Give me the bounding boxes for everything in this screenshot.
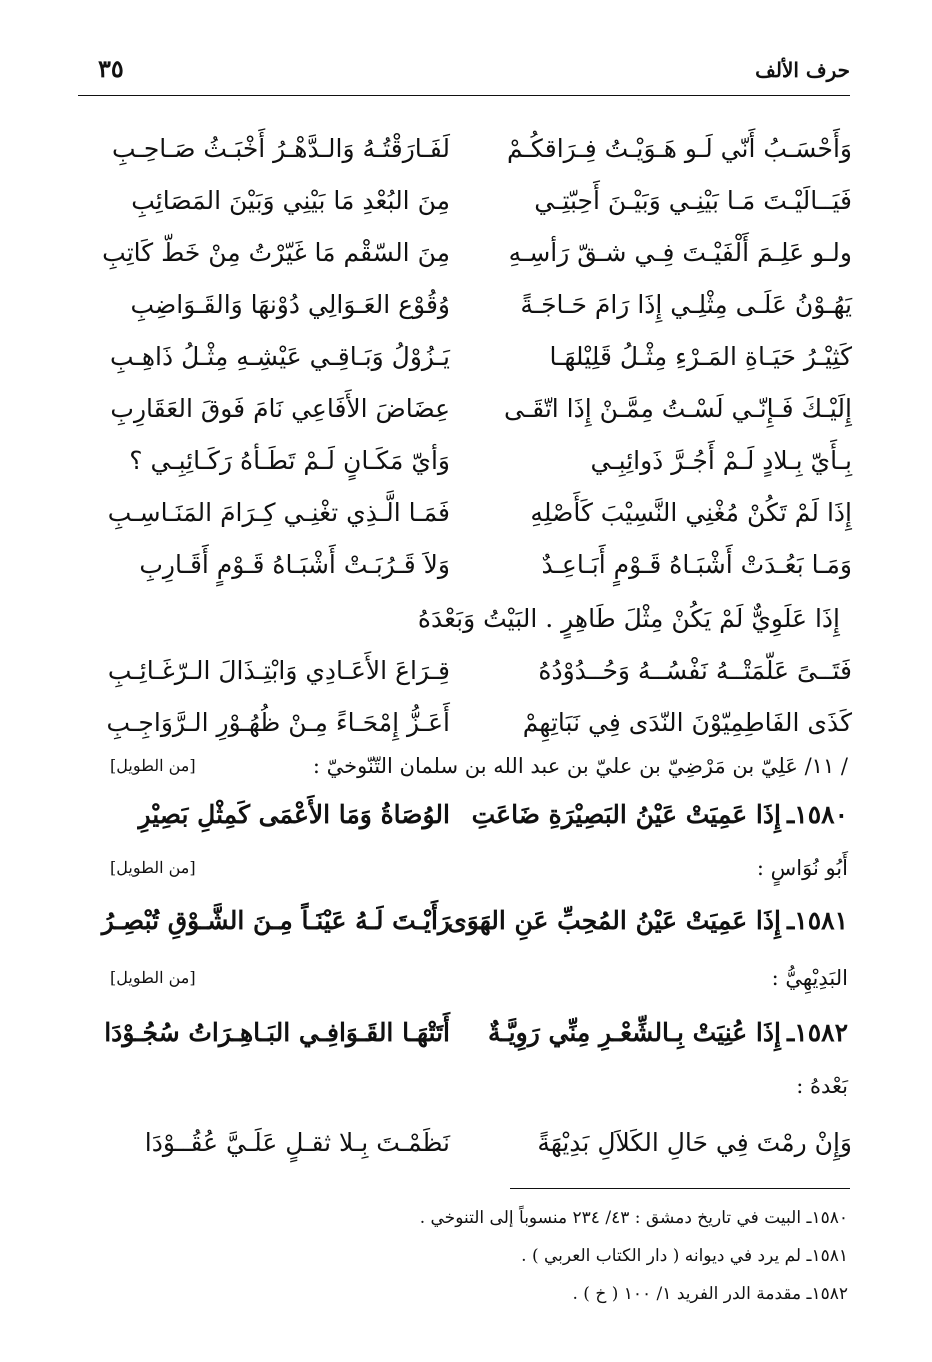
verse-first-hemistich — [471, 800, 848, 829]
verse-first-hemistich: إِذَا لَمْ تَكُنْ مُغْنِي النَّسِيْبَ كَأَصْلِهِ — [530, 498, 852, 527]
verse-first-hemistich: فَيَــالَيْـتَ مَـا بَيْنِـي وَبَيْـنَ أَحِبّتِـي — [534, 186, 852, 215]
verse-number: ١٥٨١ـ — [786, 906, 848, 935]
header-divider — [78, 95, 850, 96]
verse-line — [0, 1120, 932, 1168]
numbered-verse — [0, 898, 932, 946]
meter-label: [من الطويل] — [110, 756, 196, 775]
verse-line — [0, 438, 932, 486]
poet-attribution — [0, 960, 932, 1000]
page-number: ٣٥ — [98, 54, 124, 83]
verse-line — [0, 542, 932, 590]
verse-second-hemistich: أَتَتْهَـا القَـوَافِـي البَـاهِـرَاتُ سُجُـوْدَا — [104, 1018, 450, 1047]
verse-line — [0, 648, 932, 696]
verse-first-hemistich-text: إِذَا عُنِيَتْ بِـالشِّعْـرِ مِنِّي رَوِيَّـةٌ — [487, 1018, 781, 1047]
verse-second-hemistich: يَـزُوْلُ وَبَـاقِـي عَيْشِـهِ مِثْـلُ ذَاهِـبِ — [109, 342, 450, 371]
numbered-verse — [0, 1010, 932, 1058]
continuation-label — [0, 1068, 932, 1108]
verse-second-hemistich: قِـرَاعَ الأَعَـادِي وَابْتِـذَالَ الـرّغَـائِـبِ — [107, 656, 450, 685]
footnote: ١٥٨٠ـ البيت في تاريخ دمشق : ٤٣/ ٢٣٤ منسوباً إلى التنوخي . — [419, 1208, 848, 1228]
verse-second-hemistich: مِنَ البُعْدِ مَا بَيْنِي وَبَيْنَ المَصَائِبِ — [131, 186, 450, 215]
verse-first-hemistich-text: إِذَا عَمِيَتْ عَيْنُ البَصِيْرَةِ ضَاعَتِ — [471, 800, 781, 829]
footnote: ١٥٨٢ـ مقدمة الدر الفريد ١/ ١٠٠ ( خ ) . — [572, 1284, 848, 1304]
verse-second-hemistich: عِضَاضَ الأَفَاعِي نَامَ فَوقَ العَقَارِبِ — [110, 394, 450, 423]
verse-line — [0, 230, 932, 278]
after-label-text: بَعْدهُ : — [796, 1074, 848, 1098]
verse-second-hemistich: رَأَيْـتَ لَـهُ عَيْنَـاً مِـنَ الشَّـوْقِ تُبْصِـرُ — [101, 906, 450, 935]
verse-first-hemistich — [447, 906, 848, 935]
meter-label: [من الطويل] — [110, 968, 196, 987]
verse-line — [0, 282, 932, 330]
verse-second-hemistich: وَأيّ مَكَـانٍ لَـمْ تَطَـأهُ رَكَـائِبِـي ؟ — [129, 446, 450, 475]
poet-name: أَبُو نُوَاسٍ : — [756, 856, 848, 880]
verse-line — [0, 334, 932, 382]
verse-first-hemistich: بِـأَيّ بِـلادٍ لَـمْ أَجُـرَّ ذَوائِبِـي — [590, 446, 852, 475]
poet-attribution — [0, 748, 932, 788]
verse-second-hemistich: لَفَـارَقْتُـهُ وَالـدَّهْـرُ أَخْبَـثُ صَـاحِـبِ — [111, 134, 450, 163]
footnote: ١٥٨١ـ لم يرد في ديوانه ( دار الكتاب العربي ) . — [521, 1246, 848, 1266]
verse-second-hemistich: مِنَ السّقْم مَا غَيّرْتُ مِنْ خَطّ كَاتِبِ — [102, 238, 450, 267]
verse-first-hemistich: وَأَحْسَـبُ أَنّي لَـو هَـوَيْـتُ فِـرَاقكُـمْ — [506, 134, 852, 163]
verse-first-hemistich: وَإِنْ رمْتَ فِي حَالِ الكَلاَلِ بَدِيْهَةً — [537, 1128, 852, 1157]
numbered-verse — [0, 792, 932, 840]
verse-first-hemistich: ولـو عَلِـمَ أَلْفَيْـتَ فِـي شـقّ رَأسِـهِ — [508, 238, 852, 267]
verse-line — [0, 126, 932, 174]
meter-label: [من الطويل] — [110, 858, 196, 877]
single-line-text: إِذَا عَلَوِيٌّ لَمْ يَكُنْ مِثْلَ طَاهِرٍ . البَيْتُ وَبَعْدَهُ — [417, 604, 840, 633]
verse-first-hemistich: وَمَـا بَعُـدَتْ أَشْبَـاهُ قَـوْمٍ أَبَـاعِـدٌ — [541, 550, 852, 579]
verse-line — [0, 178, 932, 226]
poet-attribution — [0, 850, 932, 890]
verse-second-hemistich: وُقُوْع العَـوَالِي دُوْنهَا وَالقَـوَاضِبِ — [130, 290, 450, 319]
verse-first-hemistich-text: إِذَا عَمِيَتْ عَيْنُ المُحِبِّ عَنِ الهَوَى — [447, 906, 781, 935]
verse-first-hemistich — [488, 1018, 848, 1047]
page-header — [78, 52, 850, 96]
verse-line — [0, 386, 932, 434]
verse-second-hemistich: نَظَمْـتَ بِـلا ثقـلٍ عَلَـيَّ عُقُــوْدَا — [144, 1128, 450, 1157]
verse-line — [0, 700, 932, 748]
verse-first-hemistich: كَثِيْـرُ حَيَـاةِ المَـرْءِ مِثْـلُ قَلِيْلهَـا — [549, 342, 852, 371]
verse-second-hemistich: فَمَـا الَّـذِي تغْنِـي كِـرَامَ المَنَـاسِـبِ — [107, 498, 450, 527]
verse-first-hemistich: يَهُـوْنُ عَلَـى مِثْلِـي إِذَا رَامَ حَـاجَـةً — [520, 290, 852, 319]
verse-number: ١٥٨٢ـ — [786, 1018, 848, 1047]
verse-number: ١٥٨٠ـ — [786, 800, 848, 829]
chapter-title: حرف الألف — [755, 58, 850, 82]
verse-second-hemistich: وَلاَ قَـرُبَـتْ أَشْبَـاهُ قَـوْمٍ أَقَـارِبِ — [139, 550, 450, 579]
verse-line — [0, 490, 932, 538]
footnote-divider — [510, 1188, 850, 1189]
verse-first-hemistich: كَذَى الفَاطِمِيّوْنَ النّدَى فِي نَبَاتِهِمْ — [522, 708, 852, 737]
verse-second-hemistich: الوُصَاةُ وَمَا الأَعْمَى كَمِثْلِ بَصِيْرِ — [138, 800, 450, 829]
verse-second-hemistich: أَعَـزُّ إِمْحَـاءً مِـنْ ظُهُـوْرِ الـرَّوَاجِـبِ — [106, 708, 450, 737]
verse-first-hemistich: إِلَيْـكَ فَـإِنّـي لَسْـتُ مِمَّـنْ إِذَا اتّقَـى — [504, 394, 852, 423]
verse-first-hemistich: فَتَــىً عَلّمَتْــهُ نَفْسُــهُ وَحُــدُوْدُهُ — [538, 656, 852, 685]
single-hemistich-line — [0, 596, 932, 644]
poet-name: البَدِيْهِيُّ : — [771, 966, 848, 990]
poet-name: / ١١/ عَلِيّ بن مَرْضِيّ بن عليّ بن عبد الله بن سلمان التّنّوخيّ : — [312, 754, 848, 778]
